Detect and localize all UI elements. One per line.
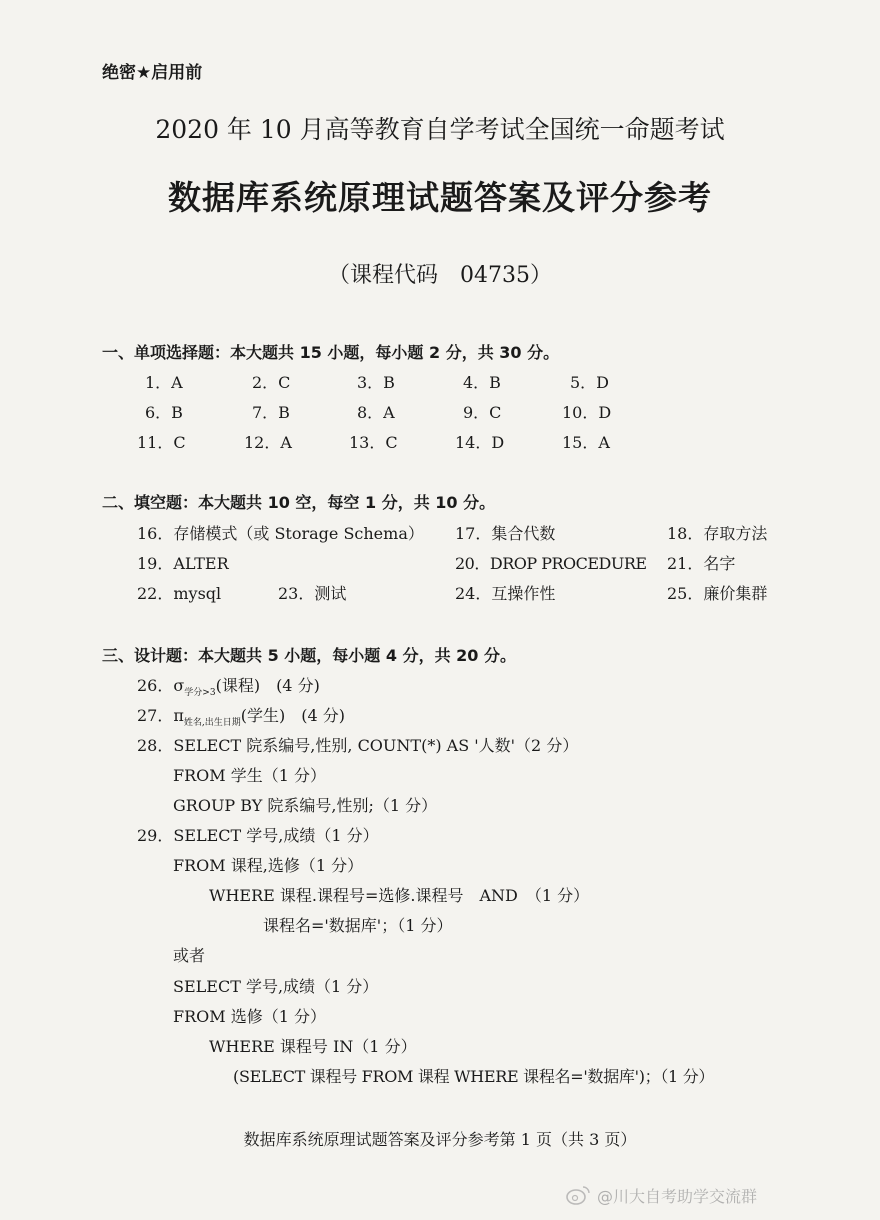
projection-symbol: π [173,706,184,725]
answer-item: 10．D [562,403,612,422]
confidential-label: 绝密★启用前 [102,63,203,83]
answer-item: 8．A [357,403,395,422]
answer-item: 13．C [349,433,398,452]
question-number: 26． [137,676,174,695]
answer-item: 4．B [463,373,501,392]
answer-item: 6．B [145,403,183,422]
section2-number: 二、 [102,493,135,512]
answer-item: 1．A [145,373,183,392]
section1-title: 单项选择题：本大题共 15 小题，每小题 2 分，共 30 分。 [134,343,560,362]
sql-line: FROM 课程,选修（1 分） [173,856,364,875]
answer-text: (课程) (4 分) [215,676,320,695]
answer-item: 15．A [562,433,610,452]
alternative-label: 或者 [173,946,206,965]
fill-answer-item: 25．廉价集群 [667,584,768,603]
answer-item: 12．A [244,433,292,452]
fill-answer-item: 18．存取方法 [667,524,768,543]
fill-answer-item: 20．DROP PROCEDURE [455,554,647,573]
watermark-text: @川大自考助学交流群 [597,1186,758,1206]
sql-line: WHERE 课程号 IN（1 分） [209,1037,417,1056]
answer-item: 14．D [455,433,505,452]
exam-title: 2020 年 10 月高等教育自学考试全国统一命题考试 [155,115,725,144]
sql-line: (SELECT 课程号 FROM 课程 WHERE 课程名='数据库')；（1 分） [233,1067,715,1086]
sql-line: 28．SELECT 院系编号,性别, COUNT(*) AS '人数'（2 分） [137,736,579,755]
sql-line: 29．SELECT 学号,成绩（1 分） [137,826,379,845]
projection-attributes: 姓名,出生日期 [183,718,241,729]
sql-line: 课程名='数据库'；（1 分） [263,916,453,935]
section3-title: 设计题：本大题共 5 小题，每小题 4 分，共 20 分。 [134,646,516,665]
question-number: 27． [137,706,174,725]
section1-number: 一、 [102,343,135,362]
page-footer: 数据库系统原理试题答案及评分参考第 1 页（共 3 页） [243,1130,637,1149]
answer-item: 5．D [570,373,610,392]
selection-symbol: σ [173,676,185,695]
fill-answer-item: 24．互操作性 [455,584,556,603]
answer-text: (学生) (4 分) [240,706,346,725]
sql-line: WHERE 课程.课程号=选修.课程号 AND （1 分） [209,886,590,905]
section1-heading [102,340,559,363]
fill-answer-item: 16．存储模式（或 Storage Schema） [137,524,424,543]
answer-item: 11．C [137,433,186,452]
weibo-logo-icon [565,1184,591,1206]
sql-line: FROM 选修（1 分） [173,1007,327,1026]
sql-line: SELECT 学号,成绩（1 分） [173,977,379,996]
answer-item: 7．B [252,403,290,422]
sql-line: GROUP BY 院系编号,性别;（1 分） [173,796,438,815]
watermark [565,1180,865,1210]
selection-condition: 学分>3 [184,688,216,699]
fill-answer-item: 22．mysql [137,584,222,603]
sql-line: FROM 学生（1 分） [173,766,327,785]
answer-item: 3．B [357,373,395,392]
course-code: （课程代码 04735） [328,263,552,288]
section3-number: 三、 [102,646,135,665]
fill-answer-item: 23．测试 [278,584,347,603]
section3-heading [102,643,516,666]
fill-answer-item: 17．集合代数 [455,524,556,543]
section2-heading [102,490,495,513]
fill-answer-item: 19．ALTER [137,554,229,573]
design-answer-26 [137,673,320,698]
design-answer-27 [137,703,345,728]
section2-title: 填空题：本大题共 10 空，每空 1 分，共 10 分。 [134,493,496,512]
answer-item: 2．C [252,373,291,392]
document-title: 数据库系统原理试题答案及评分参考 [168,178,712,217]
answer-item: 9．C [463,403,502,422]
fill-answer-item: 21．名字 [667,554,736,573]
